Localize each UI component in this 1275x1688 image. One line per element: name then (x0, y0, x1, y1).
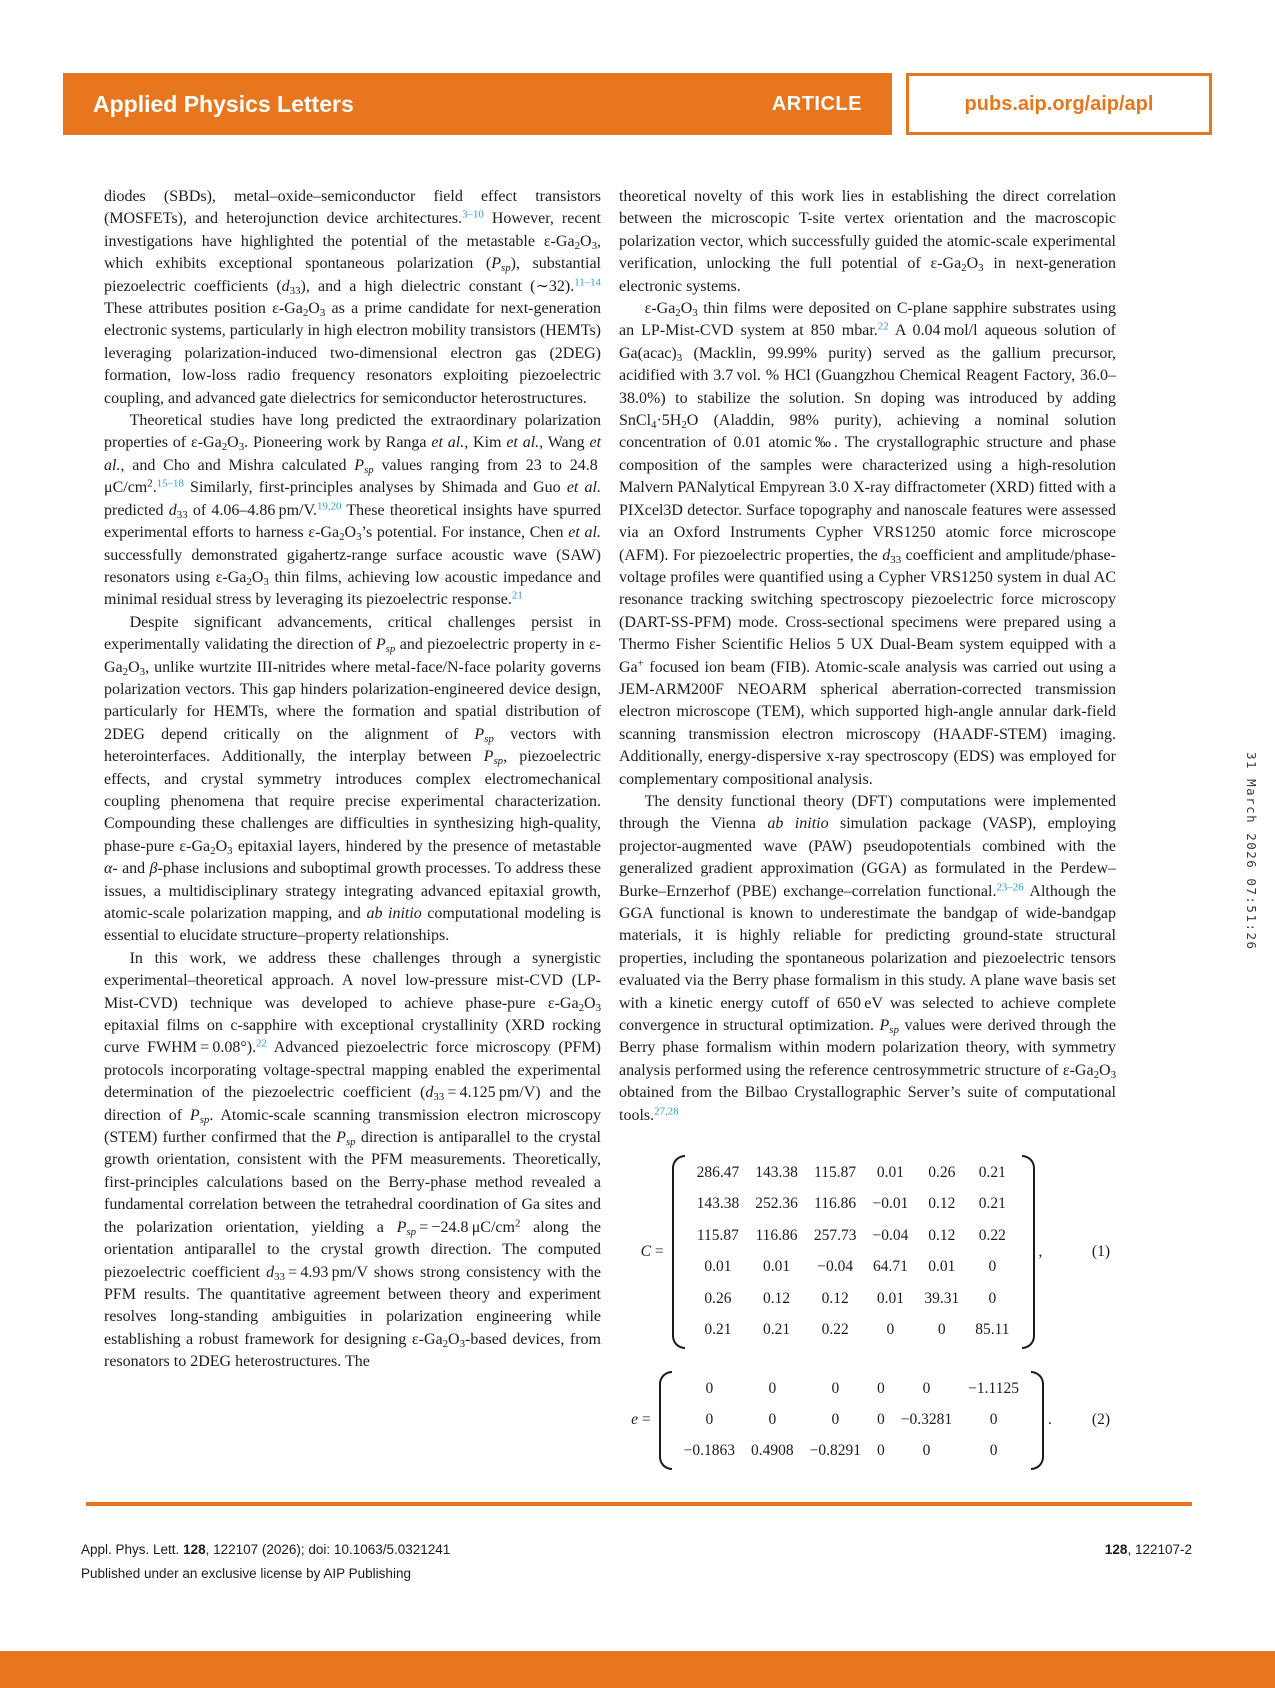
equation-1 (619, 1155, 1116, 1348)
journal-url-link[interactable]: pubs.aip.org/aip/apl (964, 92, 1154, 115)
matrix-cell: 0.4908 (751, 1442, 794, 1460)
matrix-cell: 252.36 (755, 1195, 798, 1213)
matrix-cell: 143.38 (696, 1195, 740, 1213)
matrix-cell: 0.12 (928, 1226, 956, 1244)
matrix-cell: −0.04 (872, 1226, 909, 1244)
bottom-accent-bar (0, 1651, 1275, 1688)
matrix-cell: −0.1863 (683, 1442, 736, 1460)
matrix-cell: 0 (922, 1442, 931, 1460)
paragraph: $\varepsilon-Ga_2O_3$ thin films were deposited on C-plane sapphire substrates using an LP-Mist-CVD system at 850 mbar.$^{22}$ A 0.04 mol/l aqueous solution of $Ga(acac)_3$ (Macklin, 99.99% purity) served as the gallium precursor, acidified with 3.7 vol. % HCl (Guangzhou Chemical Reagent Factory, 36.0–38.0%) to stabilize the solution. Sn doping was introduced by adding $SnCl_4\cdot 5H_2O$ (Aladdin, 98% purity), achieving a nominal solution concentration of 0.01 atomic‰. The crystallographic structure and phase composition of the samples were characterized using a high-resolution Malvern PANalytical Empyrean 3.0 X-ray diffractometer (XRD) fitted with a PIXcel3D detector. Surface topography and nanoscale features were assessed via an Oxford Instruments Cypher VRS1250 atomic force microscope (AFM). For piezoelectric properties, the $d_{33}$ coefficient and amplitude/phase-voltage profiles were quantified using a Cypher VRS1250 system in dual AC resonance tracking switching spectroscopy piezoelectric force microscopy (DART-SS-PFM) mode. Cross-sectional specimens were prepared using a Thermo Fisher Scientific Helios 5 UX Dual-Beam system equipped with a Ga+ focused ion beam (FIB). Atomic-scale analysis was carried out using a JEM-ARM200F NEOARM spherical aberration-corrected transmission electron microscope (TEM), which supported high-angle annular dark-field scanning transmission electron microscopy (HAADF-STEM) imaging. Additionally, energy-dispersive x-ray spectroscopy (EDS) was employed for complementary compositional analysis. (619, 300, 1116, 788)
matrix-cell: 0 (922, 1379, 931, 1397)
matrix-cell: 0 (989, 1442, 998, 1460)
matrix-cell: 0 (886, 1321, 895, 1339)
matrix-cell: 0.12 (928, 1195, 956, 1213)
matrix-cell: 257.73 (813, 1226, 857, 1244)
footer-divider (86, 1502, 1192, 1506)
matrix-cell: 0.12 (821, 1289, 849, 1307)
article-type-label: ARTICLE (771, 92, 862, 115)
matrix-cell: 0 (831, 1379, 840, 1397)
left-paren (672, 1155, 685, 1348)
equations-block (619, 1155, 1116, 1470)
journal-url-box[interactable] (906, 73, 1212, 135)
paragraph: theoretical novelty of this work lies in establishing the direct correlation between the microscopic T-site vertex orientation and the macroscopic polarization vector, which successfully guided the atomic-scale experimental verification, unlocking the full potential of $\varepsilon-Ga_2O_3$ in next-generation electronic systems. (619, 188, 1117, 295)
matrix-cell: 0.01 (704, 1258, 732, 1276)
matrix-cell: 0 (877, 1410, 885, 1428)
journal-header (63, 73, 1212, 135)
matrix-cell: −0.3281 (900, 1410, 953, 1428)
matrix-cell: 0 (989, 1410, 998, 1428)
matrix-cell: −0.04 (817, 1258, 854, 1276)
equation-number: (1) (1091, 1242, 1110, 1260)
matrix-cell: 0 (705, 1410, 714, 1428)
paragraph: diodes (SBDs), metal–oxide–semiconductor field effect transistors (MOSFETs), and heterojunction device architectures.$^{3-10}$ However, recent investigations have highlighted the potential of the metastable $\varepsilon-Ga_2O_3$, which exhibits exceptional spontaneous polarization $(P_{sp})$, substantial piezoelectric coefficients $(d_{33})$, and a high dielectric constant (∼32).$^{11-14}$ These attributes position $\varepsilon-Ga_2O_3$ as a prime candidate for next-generation electronic systems, particularly in high electron mobility transistors (HEMTs) leveraging polarization-induced two-dimensional electron gas (2DEG) formation, low-loss radio frequency resonators exploiting piezoelectric coupling, and advanced gate dielectrics for semiconductor heterostructures. (104, 188, 601, 407)
paragraph: Theoretical studies have long predicted the extraordinary polarization properties of $\varepsilon-Ga_2O_3$. Pioneering work by Ranga et al., Kim et al., Wang et al., and Cho and Mishra calculated $P_{sp}$ values ranging from 23 to 24.8 $\mu C/cm^2.^{15-18}$ Similarly, first-principles analyses by Shimada and Guo et al. predicted $d_{33}$ of 4.06–4.86 pm/V.$^{19,20}$ These theoretical insights have spurred experimental efforts to harness $\varepsilon-Ga_2O_3’s$ potential. For instance, Chen et al. successfully demonstrated gigahertz-range surface acoustic wave (SAW) resonators using $\varepsilon-Ga_2O_3$ thin films, achieving low acoustic impedance and minimal residual stress by leveraging its piezoelectric response.$^{21}$ (104, 412, 602, 609)
matrix-cell: 0.26 (704, 1289, 732, 1307)
matrix-cell: −0.8291 (809, 1442, 862, 1460)
matrix-cell: 116.86 (814, 1195, 857, 1213)
matrix-cell: 39.31 (924, 1289, 960, 1307)
matrix-cell: 0 (877, 1442, 885, 1460)
right-paren (1031, 1371, 1044, 1470)
matrix-cell: 0 (988, 1289, 997, 1307)
left-paren (659, 1371, 672, 1470)
equation-lhs: C = (640, 1242, 664, 1260)
footer-citation-block (81, 1542, 450, 1590)
equation-trailing-punct: . (1047, 1410, 1052, 1428)
stiffness-matrix (685, 1155, 1022, 1348)
matrix-cell: 0.01 (876, 1164, 904, 1182)
matrix-cell: 0.21 (704, 1321, 732, 1339)
matrix-cell: 0.12 (762, 1289, 791, 1307)
matrix-cell: 0 (831, 1410, 840, 1428)
page-footer (81, 1542, 1192, 1590)
journal-banner (63, 73, 892, 135)
right-column (619, 186, 1116, 1470)
matrix-cell: 0.26 (928, 1164, 956, 1182)
matrix-cell: 0 (768, 1410, 777, 1428)
matrix-cell: −0.01 (872, 1195, 909, 1213)
matrix-cell: 0.21 (762, 1321, 791, 1339)
equation-lhs: e = (631, 1410, 651, 1428)
matrix-cell: 0.22 (821, 1321, 849, 1339)
footer-page-number: 128, 122107-2 (1104, 1542, 1192, 1557)
matrix-cell: 0 (877, 1379, 885, 1397)
matrix-cell: 0.01 (762, 1258, 791, 1276)
matrix-cell: 0.21 (978, 1195, 1006, 1213)
left-column (104, 186, 601, 1470)
right-paren (1022, 1155, 1035, 1348)
matrix-cell: 0.21 (978, 1164, 1006, 1182)
matrix-cell: −1.1125 (968, 1379, 1019, 1397)
matrix-cell: 0.22 (978, 1226, 1006, 1244)
matrix-cell: 85.11 (975, 1321, 1010, 1339)
matrix-cell: 0 (705, 1379, 714, 1397)
matrix-cell: 0 (937, 1321, 946, 1339)
paragraph: The density functional theory (DFT) computations were implemented through the Vienna ab initio simulation package (VASP), employing projector-augmented wave (PAW) pseudopotentials combined with the generalized gradient approximation (GGA) as formulated in the Perdew–Burke–Ernzerhof (PBE) exchange–correlation functional.$^{23-26}$ Although the GGA functional is known to underestimate the bandgap of wide-bandgap materials, it is highly reliable for predicting ground-state structural properties, including the spontaneous polarization and piezoelectric tensors evaluated via the Berry phase formalism in this study. A plane wave basis set with a kinetic energy cutoff of 650 eV was selected to achieve complete convergence in structural optimization. $P_{sp}$ values were derived through the Berry phase formalism within modern polarization theory, with symmetry analysis performed using the reference centrosymmetric structure of $\varepsilon-Ga_2O_3$ obtained from the Bilbao Crystallographic Server’s suite of computational tools.$^{27,28}$ (619, 792, 1117, 1124)
citation-line: Appl. Phys. Lett. 128, 122107 (2026); doi: 10.1063/5.0321241 (81, 1542, 451, 1557)
matrix-cell: 0 (768, 1379, 777, 1397)
journal-title: Applied Physics Letters (93, 90, 354, 117)
paragraph: Despite significant advancements, critical challenges persist in experimentally validating the direction of $P_{sp}$ and piezoelectric property in $\varepsilon-Ga_2O_3$, unlike wurtzite III-nitrides where metal-face/N-face polarity governs polarization vectors. This gap hinders polarization-engineered device design, particularly for HEMTs, where the formation and spatial distribution of 2DEG depend critically on the alignment of $P_{sp}$ vectors with heterointerfaces. Additionally, the interplay between $P_{sp}$, piezoelectric effects, and crystal symmetry introduces complex electromechanical coupling phenomena that require precise experimental characterization. Compounding these challenges are difficulties in synthesizing high-quality, phase-pure $\varepsilon-Ga_2O_3$ epitaxial layers, hindered by the presence of metastable α- and β-phase inclusions and suboptimal growth processes. To address these issues, a multidisciplinary strategy integrating advanced epitaxial growth, atomic-scale polarization mapping, and ab initio computational modeling is essential to elucidate structure–property relationships. (104, 613, 602, 945)
equation-2 (619, 1371, 1116, 1470)
article-body (104, 186, 1116, 1470)
matrix-cell: 0.01 (876, 1289, 904, 1307)
matrix-cell: 143.38 (755, 1164, 798, 1182)
piezoelectric-matrix (672, 1371, 1031, 1470)
matrix-cell: 115.87 (814, 1164, 857, 1182)
matrix-cell: 286.47 (696, 1164, 740, 1182)
matrix-cell: 116.86 (755, 1226, 798, 1244)
paragraph: In this work, we address these challenges through a synergistic experimental–theoretical approach. A novel low-pressure mist-CVD (LP-Mist-CVD) technique was developed to achieve phase-pure $\varepsilon-Ga_2O_3$ epitaxial films on c-sapphire with exceptional crystallinity (XRD rocking curve FWHM = 0.08°).$^{22}$ Advanced piezoelectric force microscopy (PFM) protocols incorporating voltage-spectral mapping enabled the experimental determination of the piezoelectric coefficient ($d_{33} = 4.125$ pm/V) and the direction of $P_{sp}$. Atomic-scale scanning transmission electron microscopy (STEM) further confirmed that the $P_{sp}$ direction is antiparallel to the crystal growth orientation, consistent with the PFM measurements. Theoretically, first-principles calculations based on the Berry-phase method revealed a fundamental correlation between the tetrahedral coordination of Ga sites and the polarization orientation, yielding a $P_{sp} = -24.8$ $\mu C/cm^2$ along the orientation antiparallel to the crystal growth direction. The computed piezoelectric coefficient $d_{33} = 4.93$ pm/V shows strong consistency with the PFM results. The quantitative agreement between theory and experiment resolves long-standing ambiguities in polarization engineering while establishing a robust framework for designing $\varepsilon-Ga_2O_3$-based devices, from resonators to 2DEG heterostructures. The (104, 949, 602, 1371)
matrix-cell: 64.71 (872, 1258, 908, 1276)
download-timestamp: 31 March 2026 07:51:26 (1244, 752, 1259, 951)
equation-number: (2) (1091, 1410, 1110, 1428)
matrix-cell: 0 (988, 1258, 997, 1276)
matrix-cell: 0.01 (928, 1258, 956, 1276)
license-line: Published under an exclusive license by AIP Publishing (81, 1566, 411, 1581)
matrix-cell: 115.87 (696, 1226, 739, 1244)
equation-trailing-punct: , (1038, 1242, 1043, 1260)
